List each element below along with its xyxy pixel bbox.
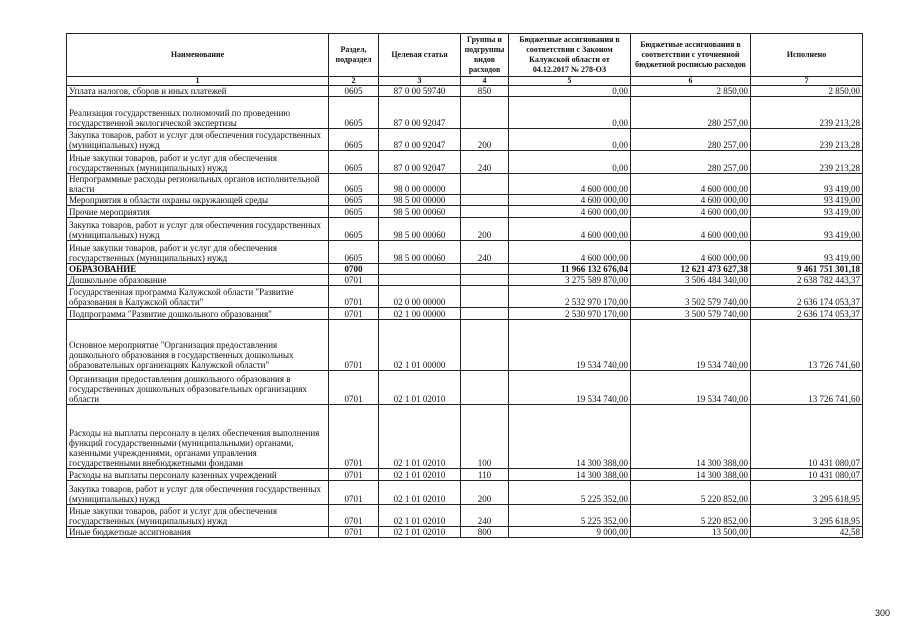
table-row <box>67 405 863 469</box>
cell-revised: 14 300 388,00 <box>631 469 751 481</box>
cell-name: Реализация государственных полномочий по проведению государственной экологической экспертизы <box>67 97 329 129</box>
table-row <box>67 195 863 206</box>
cell-revised: 3 502 579 740,00 <box>631 286 751 308</box>
cell-executed: 10 431 080,07 <box>751 405 863 469</box>
table-row <box>67 264 863 275</box>
table-row <box>67 275 863 286</box>
cell-target: 98 5 00 00060 <box>379 241 461 264</box>
cell-group: 850 <box>461 86 509 97</box>
cell-name: Государственная программа Калужской области "Развитие образования в Калужской области" <box>67 286 329 308</box>
cell-name: Закупка товаров, работ и услуг для обеспечения государственных (муниципальных) нужд <box>67 218 329 241</box>
header-name: Наименование <box>67 34 329 77</box>
column-number: 1 <box>67 77 329 86</box>
header-row <box>67 34 863 77</box>
cell-revised: 12 621 473 627,38 <box>631 264 751 275</box>
cell-revised: 19 534 740,00 <box>631 371 751 405</box>
cell-executed: 93 419,00 <box>751 174 863 195</box>
header-executed: Исполнено <box>751 34 863 77</box>
cell-executed: 239 213,28 <box>751 129 863 151</box>
cell-law: 5 225 352,00 <box>509 481 631 505</box>
cell-law: 0,00 <box>509 129 631 151</box>
cell-section: 0701 <box>329 275 379 286</box>
cell-executed: 2 636 174 053,37 <box>751 286 863 308</box>
table-row <box>67 218 863 241</box>
cell-section: 0605 <box>329 151 379 174</box>
cell-executed: 9 461 751 301,18 <box>751 264 863 275</box>
cell-executed: 3 295 618,95 <box>751 505 863 527</box>
cell-law: 0,00 <box>509 97 631 129</box>
cell-law: 9 000,00 <box>509 527 631 538</box>
header-law: Бюджетные ассигнования в соответствии с Законом Калужской области от 04.12.2017 № 278-ОЗ <box>509 34 631 77</box>
cell-group <box>461 286 509 308</box>
cell-law: 0,00 <box>509 151 631 174</box>
cell-revised: 4 600 000,00 <box>631 174 751 195</box>
cell-target: 02 1 01 02010 <box>379 527 461 538</box>
cell-group: 240 <box>461 505 509 527</box>
column-number: 3 <box>379 77 461 86</box>
cell-section: 0701 <box>329 481 379 505</box>
cell-executed: 2 636 174 053,37 <box>751 308 863 320</box>
cell-law: 3 275 589 870,00 <box>509 275 631 286</box>
cell-law: 0,00 <box>509 86 631 97</box>
cell-name: Уплата налогов, сборов и иных платежей <box>67 86 329 97</box>
cell-executed: 239 213,28 <box>751 151 863 174</box>
cell-target: 98 5 00 00060 <box>379 206 461 218</box>
cell-law: 11 966 132 676,04 <box>509 264 631 275</box>
cell-revised: 19 534 740,00 <box>631 320 751 371</box>
cell-law: 14 300 388,00 <box>509 469 631 481</box>
column-number-row <box>67 77 863 86</box>
cell-revised: 280 257,00 <box>631 151 751 174</box>
cell-group <box>461 264 509 275</box>
cell-section: 0701 <box>329 405 379 469</box>
cell-group <box>461 195 509 206</box>
budget-table <box>66 33 863 538</box>
cell-law: 14 300 388,00 <box>509 405 631 469</box>
table-row <box>67 97 863 129</box>
cell-executed: 13 726 741,60 <box>751 320 863 371</box>
cell-name: Дошкольное образование <box>67 275 329 286</box>
cell-target: 02 0 00 00000 <box>379 286 461 308</box>
cell-name: Мероприятия в области охраны окружающей среды <box>67 195 329 206</box>
cell-group <box>461 174 509 195</box>
cell-target: 98 5 00 00000 <box>379 195 461 206</box>
cell-revised: 4 600 000,00 <box>631 218 751 241</box>
cell-revised: 3 500 579 740,00 <box>631 308 751 320</box>
cell-section: 0605 <box>329 206 379 218</box>
cell-target: 02 1 00 00000 <box>379 308 461 320</box>
cell-law: 4 600 000,00 <box>509 241 631 264</box>
cell-executed: 2 638 782 443,37 <box>751 275 863 286</box>
cell-target: 87 0 00 92047 <box>379 151 461 174</box>
cell-section: 0605 <box>329 195 379 206</box>
cell-name: Организация предоставления дошкольного образования в государственных дошкольных образовательных организациях области <box>67 371 329 405</box>
cell-target: 98 0 00 00000 <box>379 174 461 195</box>
cell-revised: 4 600 000,00 <box>631 241 751 264</box>
cell-target <box>379 275 461 286</box>
cell-group <box>461 320 509 371</box>
cell-section: 0605 <box>329 97 379 129</box>
cell-target <box>379 264 461 275</box>
cell-target: 02 1 01 00000 <box>379 320 461 371</box>
header-revised: Бюджетные ассигнования в соответствии с уточненной бюджетной росписью расходов <box>631 34 751 77</box>
cell-law: 19 534 740,00 <box>509 371 631 405</box>
header-section: Раздел, подраздел <box>329 34 379 77</box>
cell-target: 02 1 01 02010 <box>379 371 461 405</box>
cell-executed: 93 419,00 <box>751 206 863 218</box>
cell-law: 2 530 970 170,00 <box>509 308 631 320</box>
column-number: 2 <box>329 77 379 86</box>
table-row <box>67 286 863 308</box>
cell-law: 2 532 970 170,00 <box>509 286 631 308</box>
cell-group <box>461 308 509 320</box>
cell-law: 4 600 000,00 <box>509 206 631 218</box>
cell-law: 4 600 000,00 <box>509 174 631 195</box>
cell-section: 0701 <box>329 505 379 527</box>
cell-group: 110 <box>461 469 509 481</box>
cell-group: 200 <box>461 218 509 241</box>
cell-target: 02 1 01 02010 <box>379 405 461 469</box>
cell-revised: 5 220 852,00 <box>631 505 751 527</box>
cell-revised: 14 300 388,00 <box>631 405 751 469</box>
page-number: 300 <box>875 608 891 618</box>
table-row <box>67 308 863 320</box>
cell-group <box>461 371 509 405</box>
cell-name: Иные бюджетные ассигнования <box>67 527 329 538</box>
cell-group: 200 <box>461 129 509 151</box>
cell-section: 0605 <box>329 218 379 241</box>
cell-section: 0605 <box>329 129 379 151</box>
table-row <box>67 469 863 481</box>
cell-group <box>461 206 509 218</box>
cell-executed: 93 419,00 <box>751 218 863 241</box>
cell-name: Закупка товаров, работ и услуг для обеспечения государственных (муниципальных) нужд <box>67 481 329 505</box>
cell-name: Подпрограмма "Развитие дошкольного образования" <box>67 308 329 320</box>
cell-name: Расходы на выплаты персоналу в целях обеспечения выполнения функций государственными (муниципальными) органами, казенными учреждениями, органами управления государственными внебюджетными фондами <box>67 405 329 469</box>
cell-group: 200 <box>461 481 509 505</box>
cell-executed: 93 419,00 <box>751 241 863 264</box>
cell-name: Иные закупки товаров, работ и услуг для обеспечения государственных (муниципальных) нужд <box>67 151 329 174</box>
table-row <box>67 505 863 527</box>
table-row <box>67 151 863 174</box>
cell-target: 87 0 00 92047 <box>379 97 461 129</box>
cell-revised: 2 850,00 <box>631 86 751 97</box>
cell-section: 0605 <box>329 174 379 195</box>
cell-executed: 93 419,00 <box>751 195 863 206</box>
cell-section: 0701 <box>329 469 379 481</box>
cell-section: 0701 <box>329 371 379 405</box>
table-row <box>67 241 863 264</box>
cell-section: 0605 <box>329 241 379 264</box>
cell-name: Основное мероприятие "Организация предоставления дошкольного образования в государственных дошкольных образовательных организациях Калужской области" <box>67 320 329 371</box>
column-number: 6 <box>631 77 751 86</box>
table-row <box>67 481 863 505</box>
cell-executed: 3 295 618,95 <box>751 481 863 505</box>
cell-group: 800 <box>461 527 509 538</box>
cell-section: 0700 <box>329 264 379 275</box>
cell-section: 0701 <box>329 320 379 371</box>
cell-revised: 4 600 000,00 <box>631 195 751 206</box>
cell-group <box>461 275 509 286</box>
cell-target: 87 0 00 59740 <box>379 86 461 97</box>
cell-executed: 2 850,00 <box>751 86 863 97</box>
cell-name: Иные закупки товаров, работ и услуг для обеспечения государственных (муниципальных) нужд <box>67 505 329 527</box>
cell-target: 87 0 00 92047 <box>379 129 461 151</box>
table-row <box>67 129 863 151</box>
cell-law: 5 225 352,00 <box>509 505 631 527</box>
cell-name: Иные закупки товаров, работ и услуг для обеспечения государственных (муниципальных) нужд <box>67 241 329 264</box>
cell-revised: 5 220 852,00 <box>631 481 751 505</box>
budget-table-sheet <box>66 33 862 538</box>
cell-group: 240 <box>461 241 509 264</box>
table-row <box>67 371 863 405</box>
cell-revised: 280 257,00 <box>631 97 751 129</box>
cell-executed: 13 726 741,60 <box>751 371 863 405</box>
column-number: 4 <box>461 77 509 86</box>
table-row <box>67 86 863 97</box>
cell-section: 0701 <box>329 308 379 320</box>
cell-section: 0605 <box>329 86 379 97</box>
cell-name: Закупка товаров, работ и услуг для обеспечения государственных (муниципальных) нужд <box>67 129 329 151</box>
column-number: 7 <box>751 77 863 86</box>
cell-section: 0701 <box>329 286 379 308</box>
cell-group: 240 <box>461 151 509 174</box>
cell-executed: 42,58 <box>751 527 863 538</box>
cell-law: 4 600 000,00 <box>509 195 631 206</box>
cell-executed: 239 213,28 <box>751 97 863 129</box>
table-row <box>67 174 863 195</box>
cell-target: 98 5 00 00060 <box>379 218 461 241</box>
cell-target: 02 1 01 02010 <box>379 481 461 505</box>
cell-target: 02 1 01 02010 <box>379 505 461 527</box>
cell-revised: 13 500,00 <box>631 527 751 538</box>
table-row <box>67 206 863 218</box>
cell-name: ОБРАЗОВАНИЕ <box>67 264 329 275</box>
table-row <box>67 320 863 371</box>
table-row <box>67 527 863 538</box>
cell-law: 4 600 000,00 <box>509 218 631 241</box>
column-number: 5 <box>509 77 631 86</box>
cell-revised: 3 506 484 340,00 <box>631 275 751 286</box>
cell-name: Прочие мероприятия <box>67 206 329 218</box>
table-body <box>67 86 863 538</box>
cell-revised: 4 600 000,00 <box>631 206 751 218</box>
cell-group <box>461 97 509 129</box>
cell-name: Непрограммные расходы региональных органов исполнительной власти <box>67 174 329 195</box>
cell-section: 0701 <box>329 527 379 538</box>
cell-group: 100 <box>461 405 509 469</box>
header-target: Целевая статья <box>379 34 461 77</box>
header-group: Группы и подгруппы видов расходов <box>461 34 509 77</box>
cell-revised: 280 257,00 <box>631 129 751 151</box>
cell-target: 02 1 01 02010 <box>379 469 461 481</box>
cell-executed: 10 431 080,07 <box>751 469 863 481</box>
cell-name: Расходы на выплаты персоналу казенных учреждений <box>67 469 329 481</box>
cell-law: 19 534 740,00 <box>509 320 631 371</box>
